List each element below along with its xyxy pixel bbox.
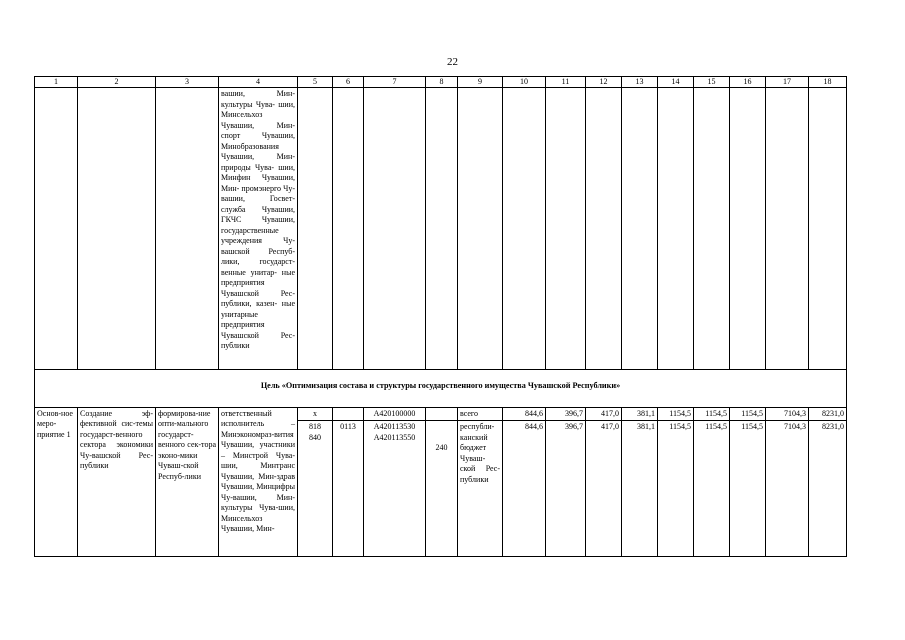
event-executors: ответственный исполнитель – Минэкономраз-вития Чувашии, участники – Минстрой Чува-шии, Минтранс Чувашии, Мин-здрав Чувашии, Минцифры Чу-вашии, Мин-культуры Чува-шии, Минсельхоз Чувашии, Мин- [219,407,298,557]
event-purpose: формирова-ние опти-мального государст-венного сек-тора эконо-мики Чуваш-ской Респуб-лики [156,407,219,557]
budget-table [34,76,847,557]
val-total-17: 7104,3 [766,407,809,421]
val-total-18: 8231,0 [809,407,847,421]
event-title: Создание эф-фективной сис-темы государст-венного сектора экономики Чу-вашской Рес-публики [78,407,156,557]
val-budget-14: 1154,5 [658,421,694,557]
section-total [333,407,364,421]
col-header-3: 3 [156,77,219,88]
val-total-12: 417,0 [586,407,622,421]
col-header-15: 15 [694,77,730,88]
val-total-15: 1154,5 [694,407,730,421]
col-header-12: 12 [586,77,622,88]
goal-row [35,370,847,408]
vr-budget: 240 [426,421,458,557]
col-header-5: 5 [298,77,333,88]
col-header-17: 17 [766,77,809,88]
participants-list-continued: вашии, Мин- культуры Чува- шии, Минсельхоз Чувашии, Мин- спорт Чувашии, Минобразования Чувашии, Мин- природы Чува- шии, Минфин Чувашии, Мин- промэнерго Чу- вашии, Госвет- служба Чувашии, ГКЧС Чувашии, государственные учреждения Чу- вашской Респуб- лики, государст- венные унитар- ные предприятия Чувашской Рес- публики, казен- ные унитарные предприятия Чувашской Рес- публики [219,88,298,370]
col-header-1: 1 [35,77,78,88]
source-budget: республи-канский бюджет Чуваш-ской Рес-публики [458,421,503,557]
goal-heading: Цель «Оптимизация состава и структуры государственного имущества Чувашской Республики» [35,370,847,408]
val-budget-10: 844,6 [503,421,546,557]
val-total-10: 844,6 [503,407,546,421]
val-budget-15: 1154,5 [694,421,730,557]
page-number: 22 [447,56,458,68]
val-budget-12: 417,0 [586,421,622,557]
vr-total [426,407,458,421]
val-total-11: 396,7 [546,407,586,421]
source-total: всего [458,407,503,421]
grbs-total: х [298,407,333,421]
val-total-16: 1154,5 [730,407,766,421]
val-budget-17: 7104,3 [766,421,809,557]
column-number-row [35,77,847,88]
col-header-7: 7 [364,77,426,88]
val-budget-11: 396,7 [546,421,586,557]
event-number: Основ-ное меро-приятие 1 [35,407,78,557]
col-header-9: 9 [458,77,503,88]
col-header-4: 4 [219,77,298,88]
val-total-14: 1154,5 [658,407,694,421]
col-header-11: 11 [546,77,586,88]
col-header-8: 8 [426,77,458,88]
col-header-10: 10 [503,77,546,88]
val-total-13: 381,1 [622,407,658,421]
val-budget-18: 8231,0 [809,421,847,557]
col-header-16: 16 [730,77,766,88]
csr-budget: А420113530 А420113550 [364,421,426,557]
csr-total: А420100000 [364,407,426,421]
col-header-2: 2 [78,77,156,88]
event-row-total [35,407,847,421]
val-budget-16: 1154,5 [730,421,766,557]
col-header-6: 6 [333,77,364,88]
grbs-budget: 818 840 [298,421,333,557]
section-budget: 0113 [333,421,364,557]
continuation-row [35,88,847,370]
val-budget-13: 381,1 [622,421,658,557]
col-header-13: 13 [622,77,658,88]
col-header-18: 18 [809,77,847,88]
col-header-14: 14 [658,77,694,88]
